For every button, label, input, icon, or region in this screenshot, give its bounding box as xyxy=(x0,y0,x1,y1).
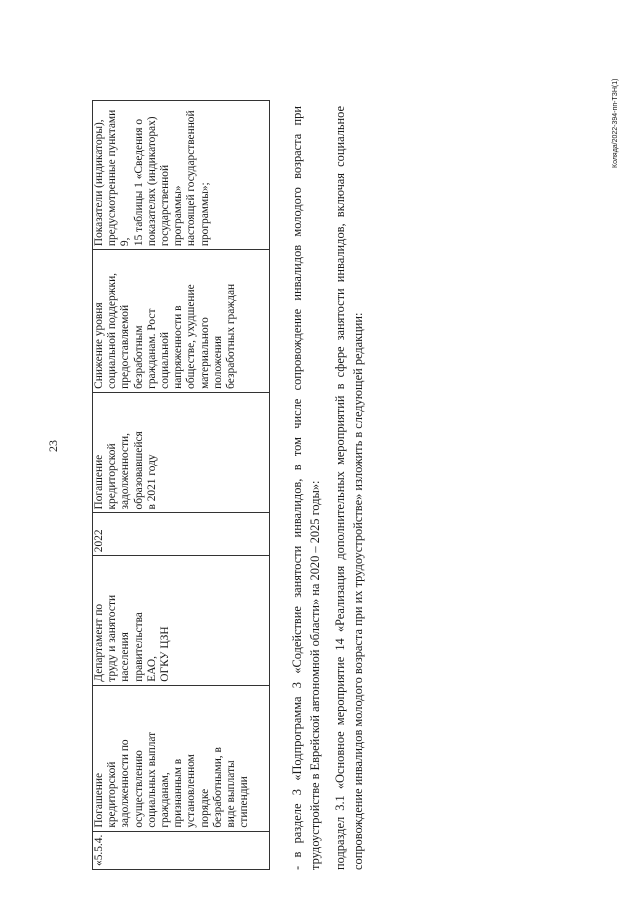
paragraph-section-3: - в разделе 3 «Подпрограмма 3 «Содействие занятости инвалидов, в том числе сопровождение инвалидов молодого возраста при трудоустройстве в Еврейской автономной области» на 2020 – 2025 годы»: xyxy=(290,106,322,870)
rotated-content xyxy=(92,100,387,870)
cell-expected-result: Погашение кредиторской задолженности, образовавшейся в 2021 году xyxy=(93,392,270,513)
activity-table xyxy=(92,100,270,870)
cell-number: «5.5.4. xyxy=(93,831,270,869)
cell-activity-name: Погашение кредиторской задолженности по осуществлению социальных выплат гражданам, признанным в установленном порядке безработными, в виде выплаты стипендии xyxy=(93,685,270,831)
page-number: 23 xyxy=(46,440,60,452)
cell-year: 2022 xyxy=(93,513,270,556)
table-row xyxy=(93,101,270,870)
cell-executor: Департамент по труду и занятости населения правительства ЕАО, ОГКУ ЦЗН xyxy=(93,556,270,686)
paragraph-subsection-3-1: подраздел 3.1 «Основное мероприятие 14 «Реализация дополнительных мероприятий в сфере занятости инвалидов, включая социальное сопровождение инвалидов молодого возраста при их трудоустройстве» изложить в следующей редакции: xyxy=(333,106,365,870)
cell-consequence: Снижение уровня социальной поддержки, предоставляемой безработным гражданам. Рост социальной напряженности в обществе, ухудшение материального положения безработных граждан xyxy=(93,250,270,393)
cell-indicators: Показатели (индикаторы), предусмотренные пунктами 9, 15 таблицы 1 «Сведения о показателях (индикаторах) государственной программы» настоящей государственной программы»; xyxy=(93,101,270,250)
document-code: Коляда/2022-394-пп-ТЗН(1) xyxy=(612,78,619,168)
